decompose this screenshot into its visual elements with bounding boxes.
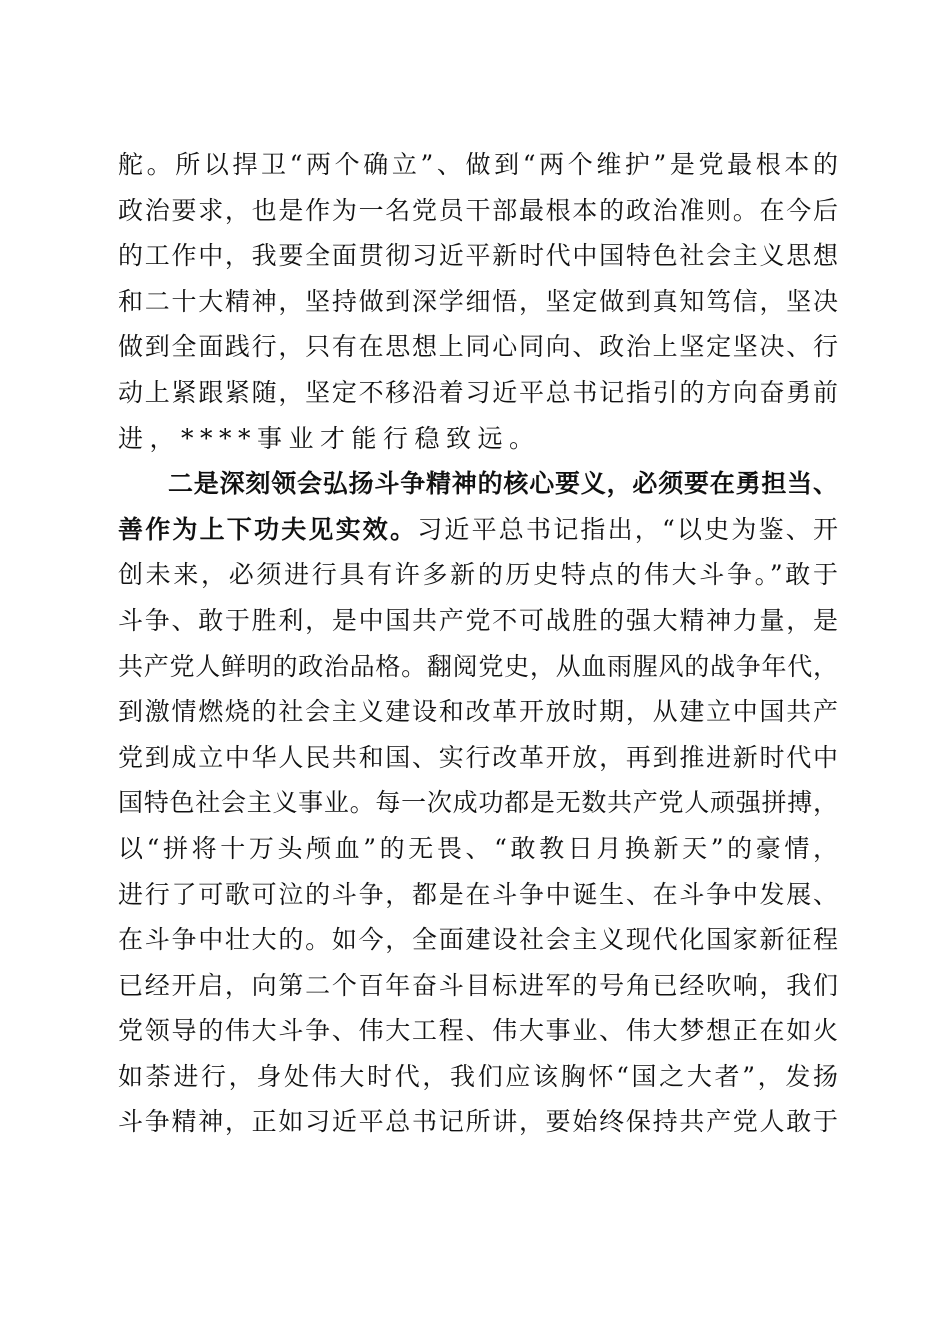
text-line xyxy=(118,507,841,553)
line-text: 如荼进行，身处伟大时代，我们应该胸怀“国之大者”，发扬 xyxy=(118,1061,841,1091)
line-text: 斗争、敢于胜利，是中国共产党不可战胜的强大精神力量，是 xyxy=(118,605,840,635)
text-line xyxy=(118,188,838,234)
line-text: 动上紧跟紧随，坚定不移沿着习近平总书记指引的方向奋勇前 xyxy=(118,377,840,407)
text-line xyxy=(118,689,838,735)
text-line xyxy=(118,644,838,690)
bold-text: 二是深刻领会弘扬斗争精神的核心要义，必须要在勇担当、 xyxy=(168,469,839,499)
line-text: 习近平总书记指出，“以史为鉴、开 xyxy=(417,514,841,544)
text-line xyxy=(118,142,842,188)
text-line xyxy=(118,826,842,872)
line-text: 以“拼将十万头颅血”的无畏、“敢教日月换新天”的豪情， xyxy=(118,833,842,863)
line-text: 创未来，必须进行具有许多新的历史特点的伟大斗争。”敢于 xyxy=(118,560,841,590)
text-line xyxy=(118,780,838,826)
text-line xyxy=(118,872,838,918)
text-line xyxy=(118,233,838,279)
line-text: 到激情燃烧的社会主义建设和改革开放时期，从建立中国共产 xyxy=(118,697,840,727)
body-text xyxy=(118,142,842,1145)
line-text: 已经开启，向第二个百年奋斗目标进军的号角已经吹响，我们 xyxy=(118,970,840,1000)
line-text: 国特色社会主义事业。每一次成功都是无数共产党人顽强拼搏， xyxy=(118,788,839,818)
text-line xyxy=(118,1099,838,1145)
text-line xyxy=(118,598,838,644)
line-text: 在斗争中壮大的。如今，全面建设社会主义现代化国家新征程 xyxy=(118,925,840,955)
line-text: 进，****事业才能行稳致远。 xyxy=(118,423,541,453)
text-line xyxy=(118,735,838,781)
line-text: 政治要求，也是作为一名党员干部最根本的政治准则。在今后 xyxy=(118,195,840,225)
bold-text: 善作为上下功夫见实效。 xyxy=(118,514,418,544)
text-line xyxy=(118,461,838,507)
text-line xyxy=(118,552,841,598)
line-text: 舵。所以捍卫“两个确立”、做到“两个维护”是党最根本的 xyxy=(118,150,842,179)
line-text: 共产党人鲜明的政治品格。翻阅党史，从血雨腥风的战争年代， xyxy=(118,651,839,681)
text-line xyxy=(118,1008,838,1054)
text-line xyxy=(118,963,838,1009)
text-line xyxy=(118,324,838,370)
line-text: 和二十大精神，坚持做到深学细悟，坚定做到真知笃信，坚决 xyxy=(118,286,840,316)
line-text: 党领导的伟大斗争、伟大工程、伟大事业、伟大梦想正在如火 xyxy=(118,1016,840,1046)
text-line xyxy=(118,370,838,416)
line-text: 斗争精神，正如习近平总书记所讲，要始终保持共产党人敢于 xyxy=(118,1107,840,1137)
line-text: 做到全面践行，只有在思想上同心同向、政治上坚定坚决、行 xyxy=(118,332,840,362)
line-text: 的工作中，我要全面贯彻习近平新时代中国特色社会主义思想 xyxy=(118,241,840,271)
line-text: 进行了可歌可泣的斗争，都是在斗争中诞生、在斗争中发展、 xyxy=(118,879,840,909)
text-line xyxy=(118,1054,841,1100)
text-line xyxy=(118,917,838,963)
text-line xyxy=(118,279,838,325)
line-text: 党到成立中华人民共和国、实行改革开放，再到推进新时代中 xyxy=(118,742,840,772)
text-line xyxy=(118,416,838,462)
